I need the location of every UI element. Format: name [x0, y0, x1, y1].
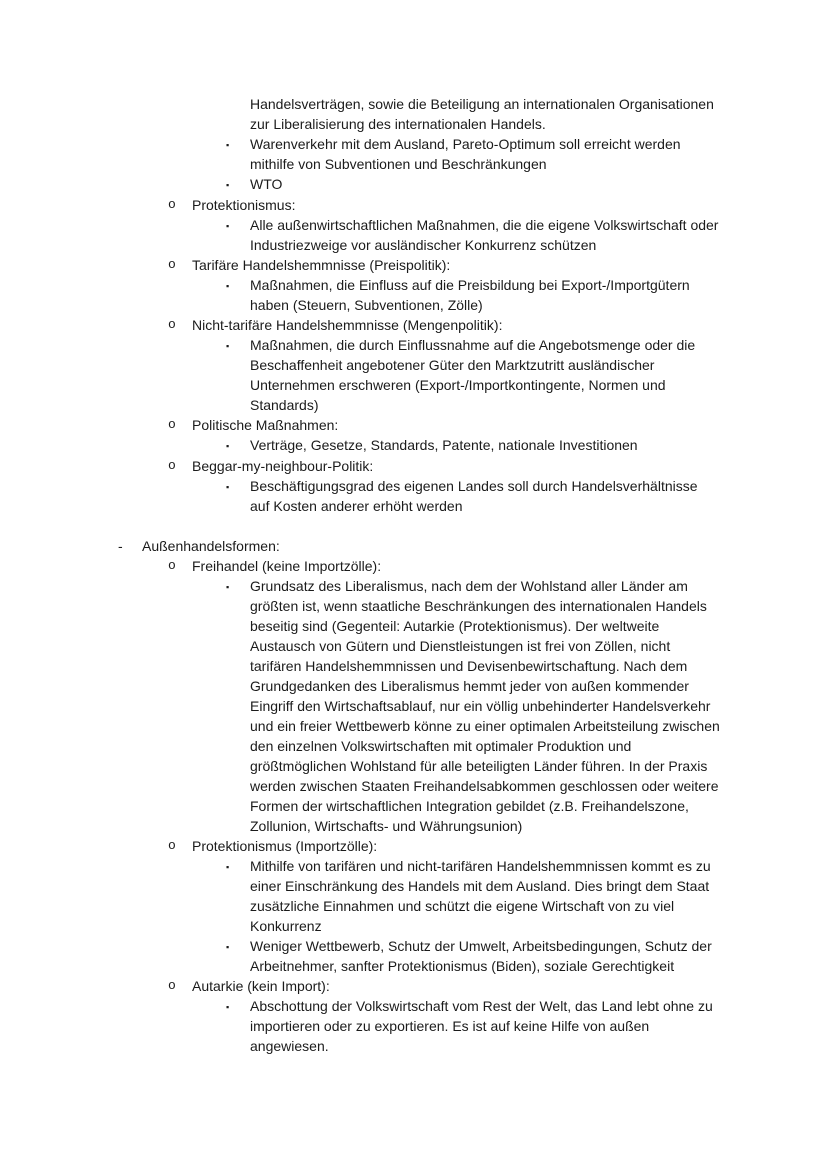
list-item [226, 335, 720, 415]
dash-bullet-icon: - [118, 538, 123, 554]
list-item-text: Mithilfe von tarifären und nicht-tarifären Handelshemmnissen kommt es zu einer Einschränkung des Handels mit dem Ausland. Dies bringt dem Staat zusätzliche Einnahmen und schützt die eigene Wirtschaft von zu viel Konkurrenz [250, 858, 711, 934]
circle-bullet-icon: o [168, 558, 176, 573]
list-item [168, 836, 720, 856]
list-item [168, 315, 720, 335]
square-bullet-icon: ▪ [226, 180, 230, 190]
list-item-text: Beggar-my-neighbour-Politik: [192, 458, 374, 474]
circle-bullet-icon: o [168, 197, 176, 212]
list-item [226, 856, 720, 936]
list-item [226, 174, 720, 195]
list-item [168, 195, 720, 215]
list-item [226, 275, 720, 315]
square-bullet-icon: ▪ [226, 942, 230, 952]
circle-bullet-icon: o [168, 978, 176, 993]
circle-bullet-icon: o [168, 458, 176, 473]
list-item-text: Maßnahmen, die Einfluss auf die Preisbildung bei Export-/Importgütern haben (Steuern, Subventionen, Zölle) [250, 277, 690, 313]
list-item [226, 576, 720, 836]
list-item-text: WTO [250, 176, 283, 192]
list-item [168, 415, 720, 435]
list-item-text: Politische Maßnahmen: [192, 417, 339, 433]
list-item-text: Verträge, Gesetze, Standards, Patente, nationale Investitionen [250, 437, 638, 453]
square-bullet-icon: ▪ [226, 140, 230, 150]
list-item [226, 435, 720, 456]
list-item [226, 996, 720, 1056]
list-item [118, 536, 720, 556]
square-bullet-icon: ▪ [226, 482, 230, 492]
list-item [226, 936, 720, 976]
square-bullet-icon: ▪ [226, 582, 230, 592]
circle-bullet-icon: o [168, 317, 176, 332]
list-item [168, 556, 720, 576]
circle-bullet-icon: o [168, 838, 176, 853]
list-item-text: Grundsatz des Liberalismus, nach dem der Wohlstand aller Länder am größten ist, wenn staatliche Beschränkungen des internationalen Handels beseitig sind (Gegenteil: Autarkie (Protektionismus). Der weltweite Austausch von Gütern und Dienstleistungen ist frei von Zöllen, nicht tarifären Handelshemmnissen und Devisenbewirtschaftung. Nach dem Grundgedanken des Liberalismus hemmt jeder von außen kommender Eingriff den Wirtschaftsablauf, nur ein völlig unbehinderter Handelsverkehr und ein freier Wettbewerb könne zu einer optimalen Arbeitsteilung zwischen den einzelnen Volkswirtschaften mit optimaler Produktion und größtmöglichen Wohlstand für alle beteiligten Länder führen. In der Praxis werden zwischen Staaten Freihandelsabkommen geschlossen oder weitere Formen der wirtschaftlichen Integration gebildet (z.B. Freihandelszone, Zollunion, Wirtschafts- und Währungsunion) [250, 578, 720, 834]
square-bullet-icon: ▪ [226, 441, 230, 451]
list-item-text: Protektionismus: [192, 197, 296, 213]
list-item [250, 94, 720, 134]
list-item-text: Nicht-tarifäre Handelshemmnisse (Mengenpolitik): [192, 317, 503, 333]
list-item [226, 215, 720, 255]
circle-bullet-icon: o [168, 257, 176, 272]
list-item [226, 134, 720, 174]
list-item-text: Protektionismus (Importzölle): [192, 838, 378, 854]
square-bullet-icon: ▪ [226, 281, 230, 291]
list-item-text: Handelsverträgen, sowie die Beteiligung an internationalen Organisationen zur Liberalisierung des internationalen Handels. [250, 96, 714, 132]
list-item [168, 255, 720, 275]
list-item-text: Freihandel (keine Importzölle): [192, 558, 382, 574]
list-item-text: Außenhandelsformen: [142, 538, 280, 554]
list-item-text: Weniger Wettbewerb, Schutz der Umwelt, Arbeitsbedingungen, Schutz der Arbeitnehmer, sanfter Protektionismus (Biden), soziale Gerechtigkeit [250, 938, 712, 974]
square-bullet-icon: ▪ [226, 1002, 230, 1012]
list-item-text: Tarifäre Handelshemmnisse (Preispolitik): [192, 257, 451, 273]
list-item-text: Maßnahmen, die durch Einflussnahme auf die Angebotsmenge oder die Beschaffenheit angebotener Güter den Marktzutritt ausländischer Unternehmen erschweren (Export-/Importkontingente, Normen und Standards) [250, 337, 696, 413]
list-item-text: Alle außenwirtschaftlichen Maßnahmen, die die eigene Volkswirtschaft oder Industriezweige vor ausländischer Konkurrenz schützen [250, 217, 719, 253]
paragraph-spacer [118, 516, 720, 536]
square-bullet-icon: ▪ [226, 221, 230, 231]
list-item-text: Abschottung der Volkswirtschaft vom Rest der Welt, das Land lebt ohne zu importieren oder zu exportieren. Es ist auf keine Hilfe von außen angewiesen. [250, 998, 713, 1054]
square-bullet-icon: ▪ [226, 862, 230, 872]
list-item [168, 456, 720, 476]
square-bullet-icon: ▪ [226, 341, 230, 351]
list-item [168, 976, 720, 996]
list-item-text: Warenverkehr mit dem Ausland, Pareto-Optimum soll erreicht werden mithilfe von Subventionen und Beschränkungen [250, 136, 681, 172]
circle-bullet-icon: o [168, 417, 176, 432]
list-item [226, 476, 720, 516]
list-item-text: Beschäftigungsgrad des eigenen Landes soll durch Handelsverhältnisse auf Kosten anderer erhöht werden [250, 478, 698, 514]
list-item-text: Autarkie (kein Import): [192, 978, 330, 994]
